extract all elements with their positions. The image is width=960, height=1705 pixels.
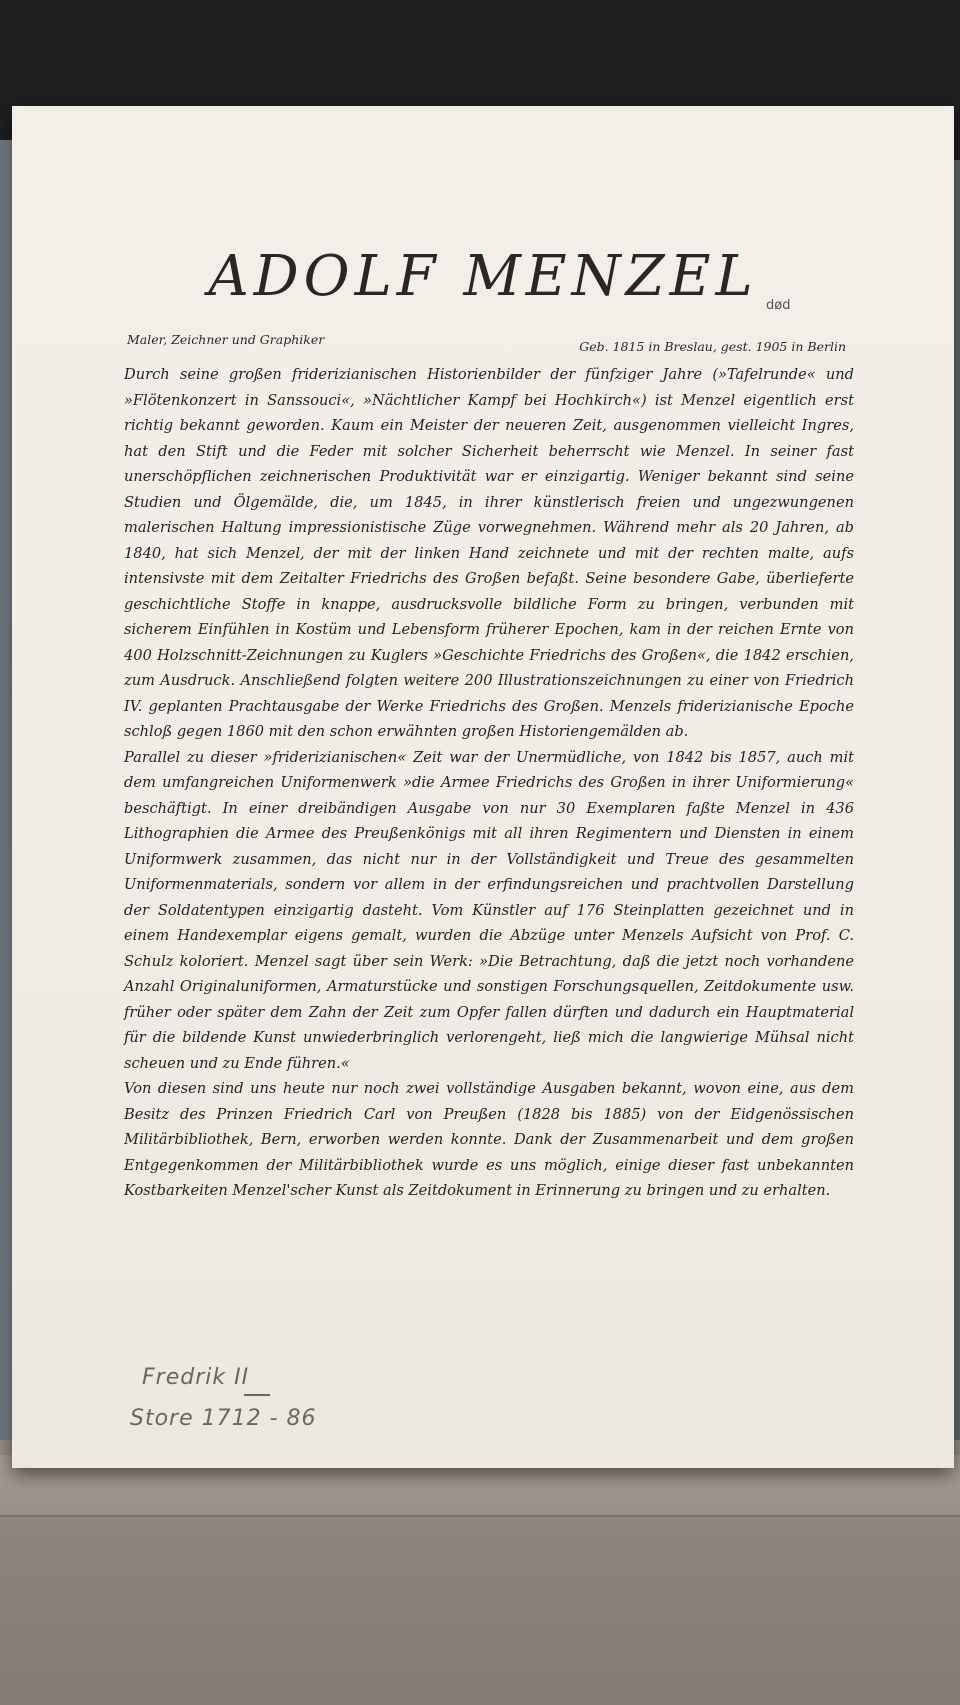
paper-sheet [12,106,954,1468]
document-title: ADOLF MENZEL [208,244,758,309]
handwritten-underline [244,1394,270,1396]
handwritten-note-line-1: Fredrik II [142,1365,250,1390]
paragraph-1: Durch seine großen friderizianischen Historienbilder der fünfziger Jahre (»Tafelrunde« und »Flötenkonzert in Sanssouci«, »Nächtlicher Kampf bei Hochkirch«) ist Menzel eigentlich erst richtig bekannt geworden. Kaum ein Meister der neueren Zeit, ausgenommen vielleicht Ingres, hat den Stift und die Feder mit solcher Sicherheit beherrscht wie Menzel. In seiner fast unerschöpflichen zeichnerischen Produktivität war er einzigartig. Weniger bekannt sind seine Studien und Ölgemälde, die, um 1845, in ihrer künstlerisch freien und ungezwungenen malerischen Haltung impressionistische Züge vorwegnehmen. Während mehr als 20 Jahren, ab 1840, hat sich Menzel, der mit der linken Hand zeichnete und mit der rechten malte, aufs intensivste mit dem Zeitalter Friedrichs des Großen befaßt. Seine besondere Gabe, überlieferte geschichtliche Stoffe in knappe, ausdrucksvolle bildliche Form zu bringen, verbunden mit sicherem Einfühlen in Kostüm und Lebensform früherer Epochen, kam in der reichen Ernte von 400 Holzschnitt-Zeichnungen zu Kuglers »Geschichte Friedrichs des Großen«, die 1842 erschien, zum Ausdruck. Anschließend folgten weitere 200 Illustrationszeichnungen zu einer von Friedrich IV. geplanten Prachtausgabe der Werke Friedrichs des Großen. Menzels friderizianische Epoche schloß gegen 1860 mit den schon erwähnten großen Historiengemälden ab. [124,366,854,740]
life-dates-line: Geb. 1815 in Breslau, gest. 1905 in Berlin [579,339,846,354]
biography-text [124,362,854,1204]
paragraph-2: Parallel zu dieser »friderizianischen« Zeit war der Unermüdliche, von 1842 bis 1857, auch mit dem umfangreichen Uniformenwerk »die Armee Friedrichs des Großen in ihrer Uniformierung« beschäftigt. In einer dreibändigen Ausgabe von nur 30 Exemplaren faßte Menzel in 436 Lithographien die Armee des Preußenkönigs mit all ihren Regimentern und Diensten in einem Uniformwerk zusammen, das nicht nur in der Vollständigkeit und Treue des gesammelten Uniformenmaterials, sondern vor allem in der erfindungsreichen und prachtvollen Darstellung der Soldatentypen einzigartig dasteht. Vom Künstler auf 176 Steinplatten gezeichnet und in einem Handexemplar eigens gemalt, wurden die Abzüge unter Menzels Aufsicht von Prof. C. Schulz koloriert. Menzel sagt über sein Werk: »Die Betrachtung, daß die jetzt noch vorhandene Anzahl Originaluniformen, Armaturstücke und sonstigen Forschungsquellen, Zeitdokumente usw. früher oder später dem Zahn der Zeit zum Opfer fallen dürften und dadurch ein Hauptmaterial für die bildende Kunst unwiederbringlich verlorengeht, ließ mich die langwierige Mühsal nicht scheuen und zu Ende führen.« [124,748,854,1072]
handwritten-margin-note: død [766,298,791,313]
profession-line: Maler, Zeichner und Graphiker [127,332,325,347]
paragraph-3: Von diesen sind uns heute nur noch zwei vollständige Ausgaben bekannt, wovon eine, aus dem Besitz des Prinzen Friedrich Carl von Preußen (1828 bis 1885) von der Eidgenössischen Militärbibliothek, Bern, erworben werden konnte. Dank der Zusammenarbeit und dem großen Entgegenkommen der Militärbibliothek wurde es uns möglich, einige dieser fast unbekannten Kostbarkeiten Menzel'scher Kunst als Zeitdokument in Erinnerung zu bringen und zu erhalten. [124,1080,854,1199]
handwritten-note-line-2: Store 1712 - 86 [130,1406,317,1431]
